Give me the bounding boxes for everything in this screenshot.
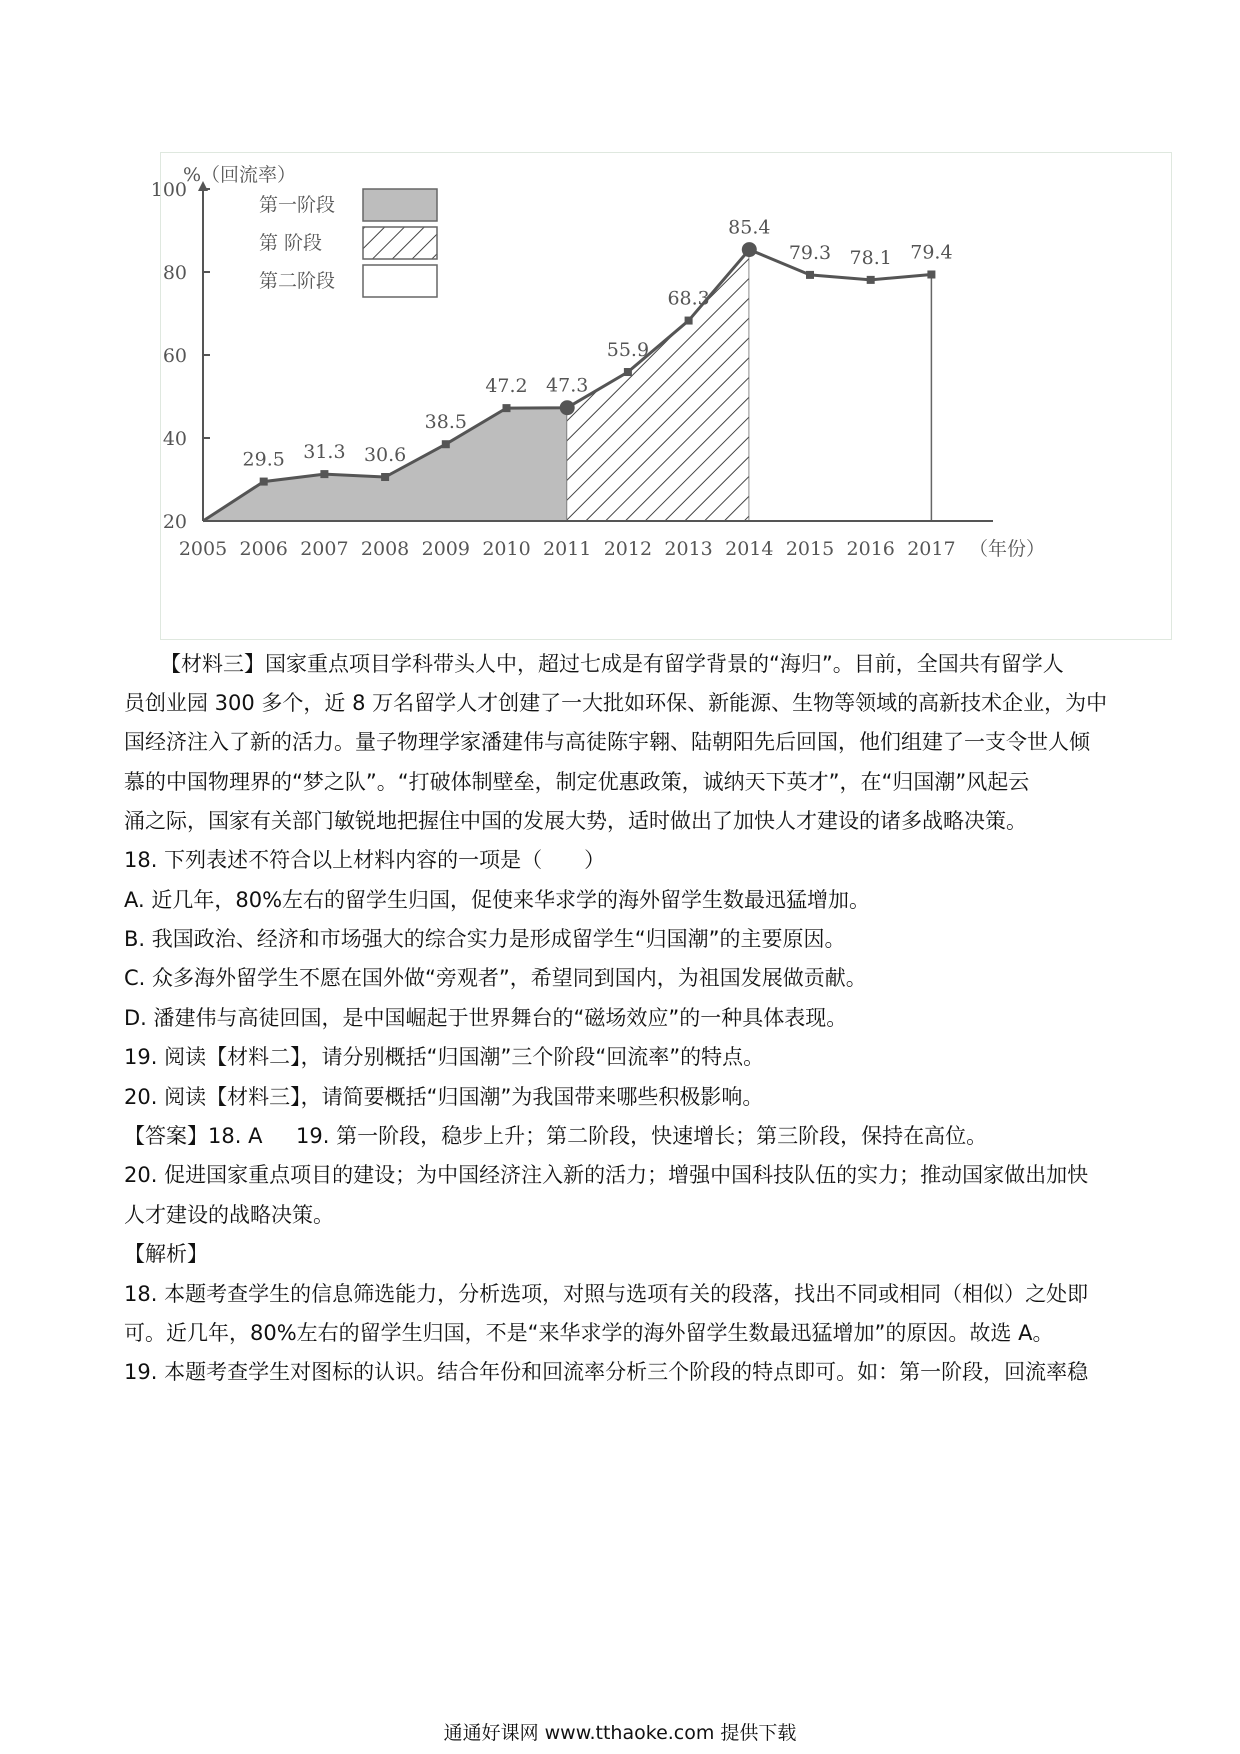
- y-tick-label: 60: [162, 345, 187, 367]
- legend-swatch: [363, 227, 437, 259]
- x-tick-label: 2016: [846, 538, 895, 560]
- x-axis-label: （年份）: [969, 538, 1046, 560]
- data-label: 85.4: [728, 216, 771, 239]
- data-label: 68.3: [667, 287, 710, 310]
- y-axis-label: %（回流率）: [183, 164, 297, 186]
- x-tick-label: 2012: [603, 538, 653, 560]
- option-c: C. 众多海外留学生不愿在国外做“旁观者”，希望同到国内，为祖国发展做贡献。: [124, 966, 867, 990]
- option-d: D. 潘建伟与高徒回国，是中国崛起于世界舞台的“磁场效应”的一种具体表现。: [124, 1006, 848, 1030]
- answer-18: 【答案】18. A: [124, 1124, 263, 1148]
- data-point: [624, 368, 632, 376]
- chart-svg: [150, 153, 1171, 639]
- data-label: 38.5: [424, 411, 467, 434]
- data-point-large: [742, 242, 757, 257]
- data-point: [320, 470, 328, 478]
- x-tick-label: 2010: [482, 538, 531, 560]
- x-tick-label: 2009: [421, 538, 470, 560]
- y-tick-label: 80: [162, 262, 187, 284]
- data-point: [260, 478, 268, 486]
- option-b: B. 我国政治、经济和市场强大的综合实力是形成留学生“归国潮”的主要原因。: [124, 927, 846, 951]
- data-point: [927, 270, 935, 278]
- material3-line: 国经济注入了新的活力。量子物理学家潘建伟与高徒陈宇翱、陆朝阳先后回国，他们组建了一支令世人倾: [124, 730, 1090, 754]
- data-label: 30.6: [363, 444, 407, 467]
- material3-line: 涌之际，国家有关部门敏锐地把握住中国的发展大势，适时做出了加快人才建设的诸多战略决策。: [124, 809, 1027, 833]
- analysis-title: 【解析】: [124, 1242, 208, 1266]
- y-tick-label: 20: [162, 511, 187, 533]
- analysis-19: 19. 本题考查学生对图标的认识。结合年份和回流率分析三个阶段的特点即可。如：第一阶段，回流率稳: [124, 1360, 1089, 1384]
- stage-area-2: [567, 250, 749, 521]
- data-label: 55.9: [606, 339, 650, 362]
- analysis-18-cont: 可。近几年，80%左右的留学生归国，不是“来华求学的海外留学生数最迅猛增加”的原因。故选 A。: [124, 1321, 1054, 1345]
- material3-line: 员创业园 300 多个，近 8 万名留学人才创建了一大批如环保、新能源、生物等领域的高新技术企业，为中: [124, 691, 1108, 715]
- x-tick-label: 2015: [785, 538, 835, 560]
- legend-swatch: [363, 265, 437, 297]
- stage-area-3: [749, 250, 931, 521]
- legend-swatch: [363, 189, 437, 221]
- x-tick-label: 2008: [360, 538, 410, 560]
- material3-line: 慕的中国物理界的“梦之队”。“打破体制壁垒，制定优惠政策，诚纳天下英才”，在“归国潮”风起云: [124, 770, 1030, 794]
- question-20: 20. 阅读【材料三】，请简要概括“归国潮”为我国带来哪些积极影响。: [124, 1085, 764, 1109]
- data-label: 78.1: [849, 246, 892, 269]
- legend-label: 第二阶段: [259, 270, 336, 292]
- answer-20: 20. 促进国家重点项目的建设；为中国经济注入新的活力；增强中国科技队伍的实力；推动国家做出加快: [124, 1163, 1089, 1187]
- question-19: 19. 阅读【材料二】，请分别概括“归国潮”三个阶段“回流率”的特点。: [124, 1045, 765, 1069]
- data-label: 47.2: [485, 375, 528, 398]
- data-label: 47.3: [546, 374, 589, 397]
- x-tick-label: 2005: [178, 538, 228, 560]
- answer-20-cont: 人才建设的战略决策。: [124, 1203, 334, 1227]
- material3-line: 【材料三】国家重点项目学科带头人中，超过七成是有留学背景的“海归”。目前，全国共有留学人: [160, 652, 1064, 676]
- legend-label: 第 阶段: [259, 232, 323, 254]
- data-point: [381, 473, 389, 481]
- x-tick-label: 2011: [543, 538, 592, 560]
- data-label: 29.5: [242, 448, 285, 471]
- legend-label: 第一阶段: [259, 194, 336, 216]
- y-tick-label: 40: [162, 428, 187, 450]
- x-tick-label: 2006: [239, 538, 288, 560]
- y-tick-label: 100: [150, 179, 187, 201]
- x-tick-label: 2017: [907, 538, 956, 560]
- data-label: 79.4: [910, 241, 953, 264]
- x-tick-label: 2007: [300, 538, 349, 560]
- data-point: [867, 276, 875, 284]
- data-point: [806, 271, 814, 279]
- data-point: [442, 440, 450, 448]
- data-label: 79.3: [788, 241, 832, 264]
- option-a: A. 近几年，80%左右的留学生归国，促使来华求学的海外留学生数最迅猛增加。: [124, 888, 871, 912]
- page-footer: 通通好课网 www.tthaoke.com 提供下载: [443, 1722, 797, 1744]
- answer-19: 19. 第一阶段，稳步上升；第二阶段，快速增长；第三阶段，保持在高位。: [296, 1124, 988, 1148]
- x-tick-label: 2013: [664, 538, 713, 560]
- data-point-large: [560, 400, 575, 415]
- data-point: [685, 317, 693, 325]
- chart-figure: [150, 152, 1172, 640]
- x-tick-label: 2014: [725, 538, 774, 560]
- analysis-18: 18. 本题考查学生的信息筛选能力，分析选项，对照与选项有关的段落，找出不同或相同（相似）之处即: [124, 1282, 1089, 1306]
- data-label: 31.3: [303, 441, 346, 464]
- question-18: 18. 下列表述不符合以上材料内容的一项是（ ）: [124, 848, 606, 872]
- data-point: [503, 404, 511, 412]
